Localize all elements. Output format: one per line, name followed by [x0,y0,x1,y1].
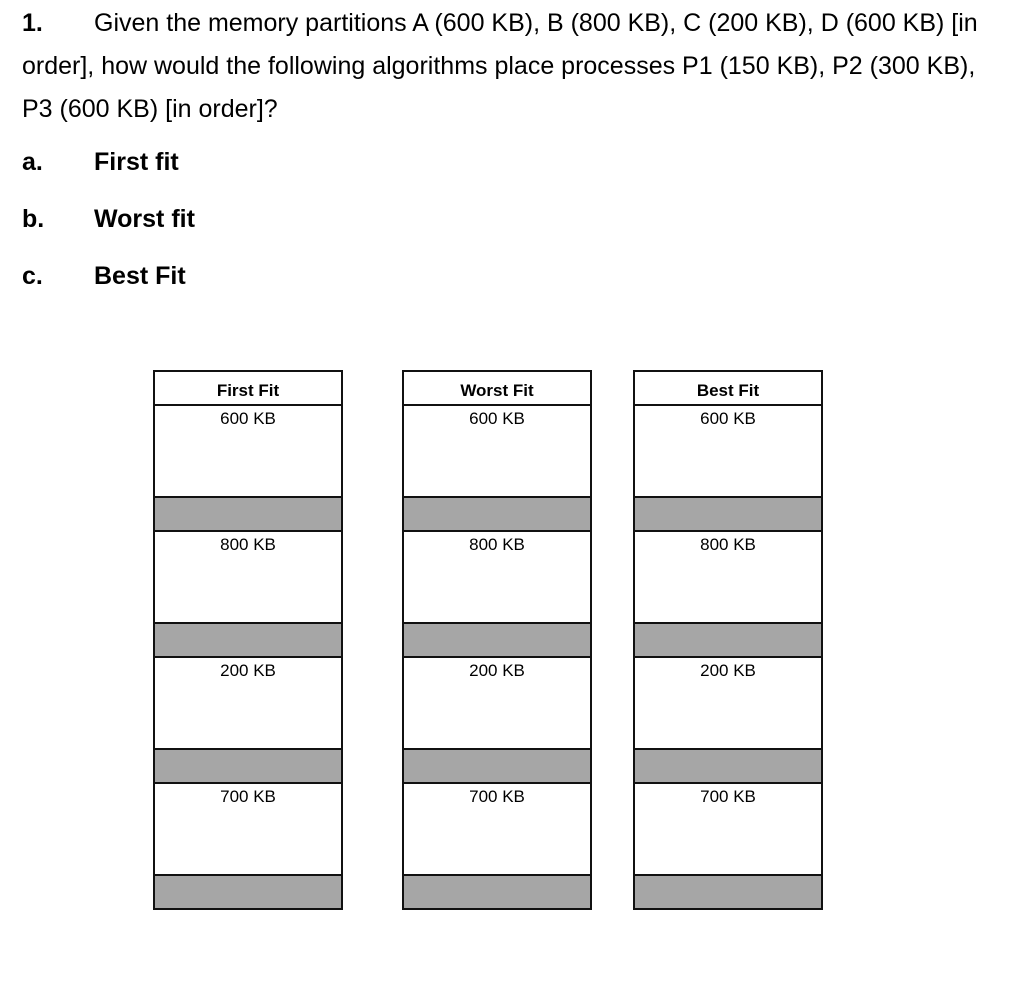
block-size-label: 700 KB [469,787,525,806]
memory-block [635,658,821,750]
column-title: Worst Fit [404,372,590,406]
block-divider [155,876,341,908]
block-size-label: 700 KB [700,787,756,806]
memory-block [404,406,590,498]
column-title: Best Fit [635,372,821,406]
option-letter: b. [22,205,45,233]
block-divider [635,624,821,658]
option-worst-fit [22,198,195,255]
block-divider [155,750,341,784]
first-fit-memory-column [153,370,343,910]
question-number: 1. [22,9,43,37]
option-label: Worst fit [94,205,195,233]
question [22,2,1002,131]
block-size-label: 700 KB [220,787,276,806]
block-size-label: 600 KB [220,409,276,428]
option-letter: c. [22,262,43,290]
memory-block [155,406,341,498]
block-divider [404,750,590,784]
block-size-label: 600 KB [469,409,525,428]
block-divider [635,876,821,908]
memory-block [155,532,341,624]
memory-block [155,784,341,876]
answer-options [22,141,195,312]
option-best-fit [22,255,195,312]
block-size-label: 200 KB [469,661,525,680]
memory-block [404,658,590,750]
block-divider [635,750,821,784]
question-text: Given the memory partitions A (600 KB), B (800 KB), C (200 KB), D (600 KB) [in order], how would the following algorithms place processes P1 (150 KB), P2 (300 KB), P3 (600 KB) [in order]? [22,9,978,123]
option-label: First fit [94,148,179,176]
block-divider [404,498,590,532]
block-divider [155,498,341,532]
block-size-label: 800 KB [469,535,525,554]
memory-block [404,532,590,624]
block-size-label: 200 KB [220,661,276,680]
best-fit-memory-column [633,370,823,910]
option-letter: a. [22,148,43,176]
memory-block [155,658,341,750]
block-divider [404,876,590,908]
memory-block [635,784,821,876]
block-size-label: 200 KB [700,661,756,680]
block-divider [635,498,821,532]
worst-fit-memory-column [402,370,592,910]
block-divider [404,624,590,658]
block-divider [155,624,341,658]
block-size-label: 800 KB [220,535,276,554]
block-size-label: 600 KB [700,409,756,428]
column-title: First Fit [155,372,341,406]
memory-block [404,784,590,876]
option-label: Best Fit [94,262,186,290]
memory-block [635,532,821,624]
block-size-label: 800 KB [700,535,756,554]
memory-block [635,406,821,498]
option-first-fit [22,141,195,198]
